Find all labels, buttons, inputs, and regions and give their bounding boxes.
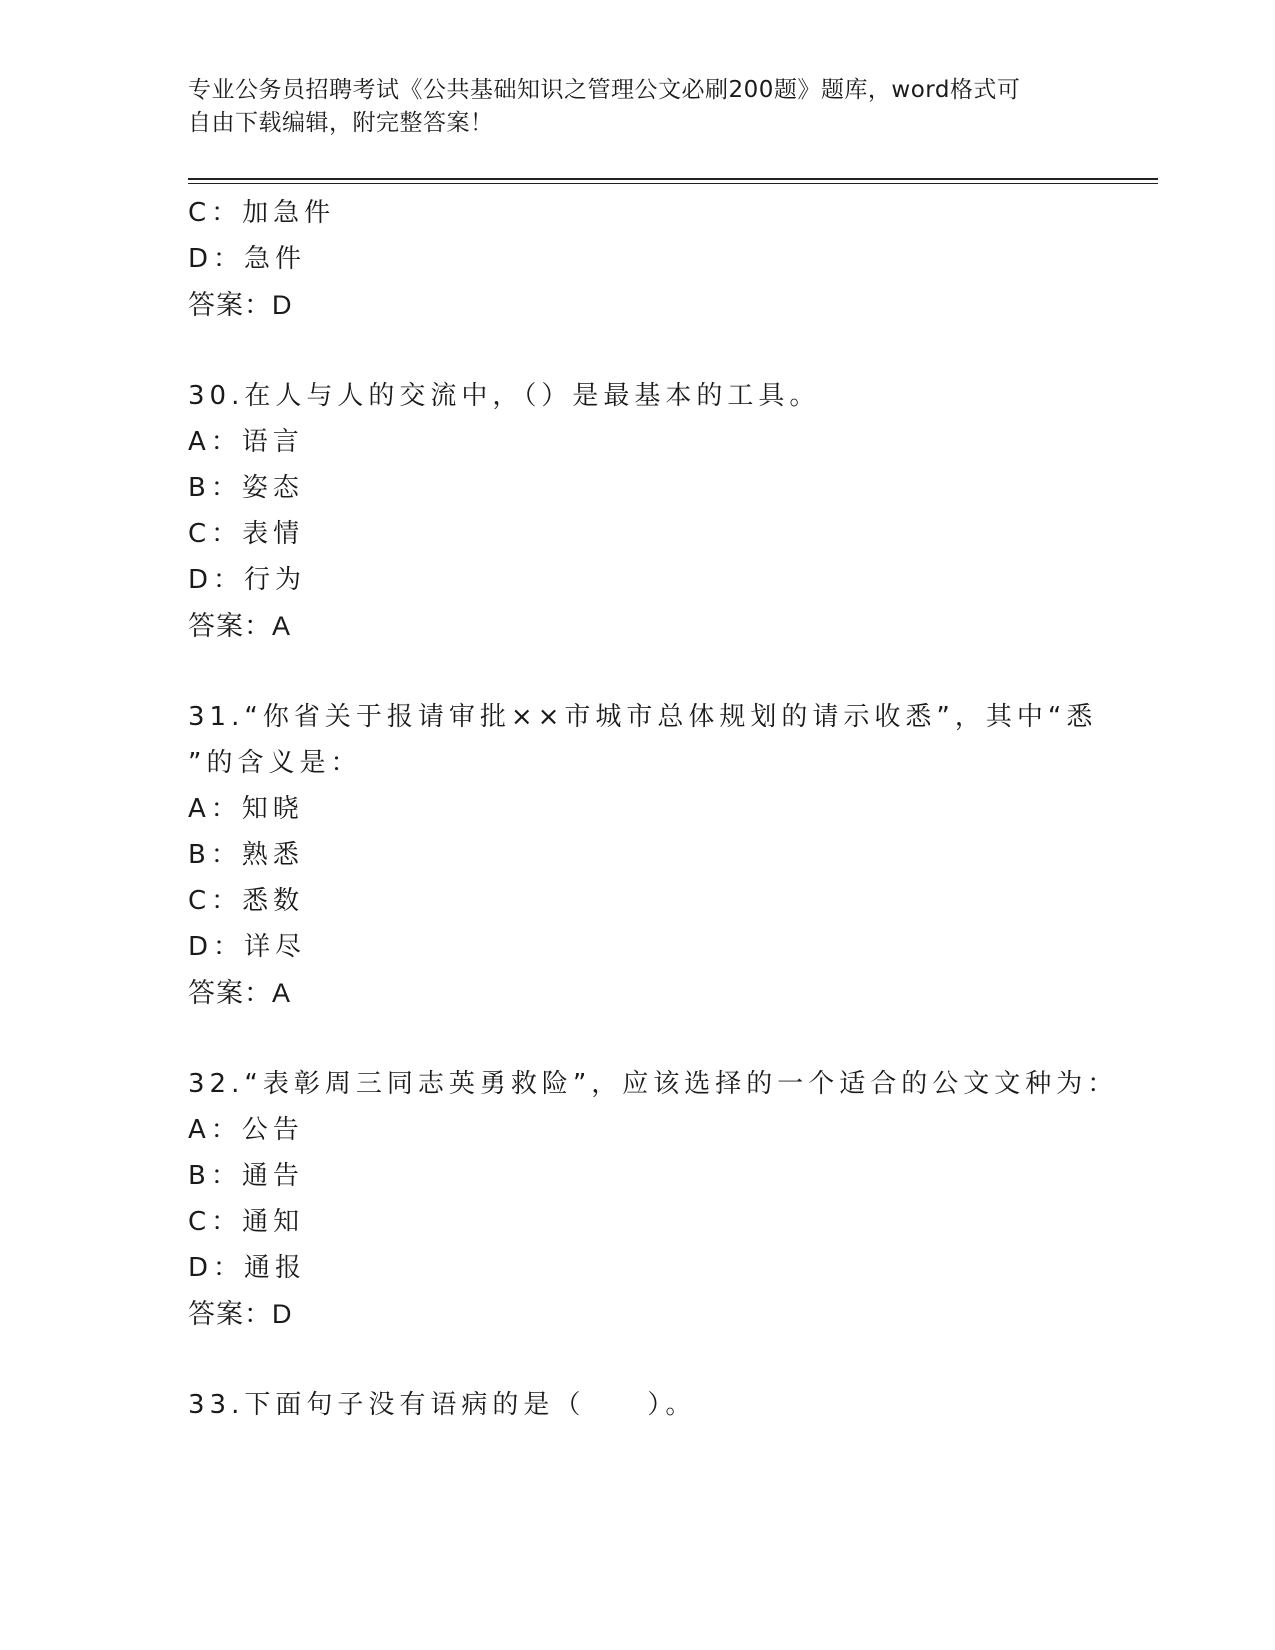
question-32-text: 32.“表彰周三同志英勇救险”，应该选择的一个适合的公文文种为： (188, 1069, 1119, 1099)
header-line-1: 专业公务员招聘考试《公共基础知识之管理公文必刷200题》题库，word格式可 (188, 77, 1021, 103)
question-30-text: 30.在人与人的交流中，（）是最基本的工具。 (188, 381, 821, 411)
header-divider-thick (188, 178, 1158, 180)
question-32-option-b: B：通告 (188, 1161, 304, 1191)
question-30-option-c: C：表情 (188, 519, 305, 549)
question-30-option-d: D：行为 (188, 565, 307, 595)
question-32-option-c: C：通知 (188, 1207, 305, 1237)
question-30-answer: 答案：A (188, 611, 292, 641)
spacer (188, 328, 1088, 373)
question-31-text-line-1: 31.“你省关于报请审批××市城市总体规划的请示收悉”，其中“悉 (188, 702, 1098, 732)
question-32-option-a: A：公告 (188, 1115, 304, 1145)
question-30-option-b: B：姿态 (188, 473, 304, 503)
header-divider-thin (188, 183, 1158, 184)
header-line-2: 自由下载编辑，附完整答案！ (188, 110, 494, 136)
answer-line: 答案：D (188, 290, 293, 320)
question-30-option-a: A：语言 (188, 427, 304, 457)
question-33-text: 33.下面句子没有语病的是（ ）。 (188, 1390, 697, 1420)
spacer (188, 649, 1088, 694)
question-31-option-b: B：熟悉 (188, 840, 304, 870)
question-31-option-d: D：详尽 (188, 932, 307, 962)
question-31-option-a: A：知晓 (188, 794, 304, 824)
option-c: C：加急件 (188, 198, 336, 228)
question-32-answer: 答案：D (188, 1299, 293, 1329)
document-header (188, 74, 1068, 140)
question-31-option-c: C：悉数 (188, 886, 305, 916)
option-d: D：急件 (188, 244, 307, 274)
question-31-text-line-2: ”的含义是： (188, 748, 362, 778)
question-content (188, 190, 1119, 1428)
question-31-answer: 答案：A (188, 978, 292, 1008)
spacer (188, 1337, 1088, 1382)
question-32-option-d: D：通报 (188, 1253, 307, 1283)
spacer (188, 1016, 1088, 1061)
